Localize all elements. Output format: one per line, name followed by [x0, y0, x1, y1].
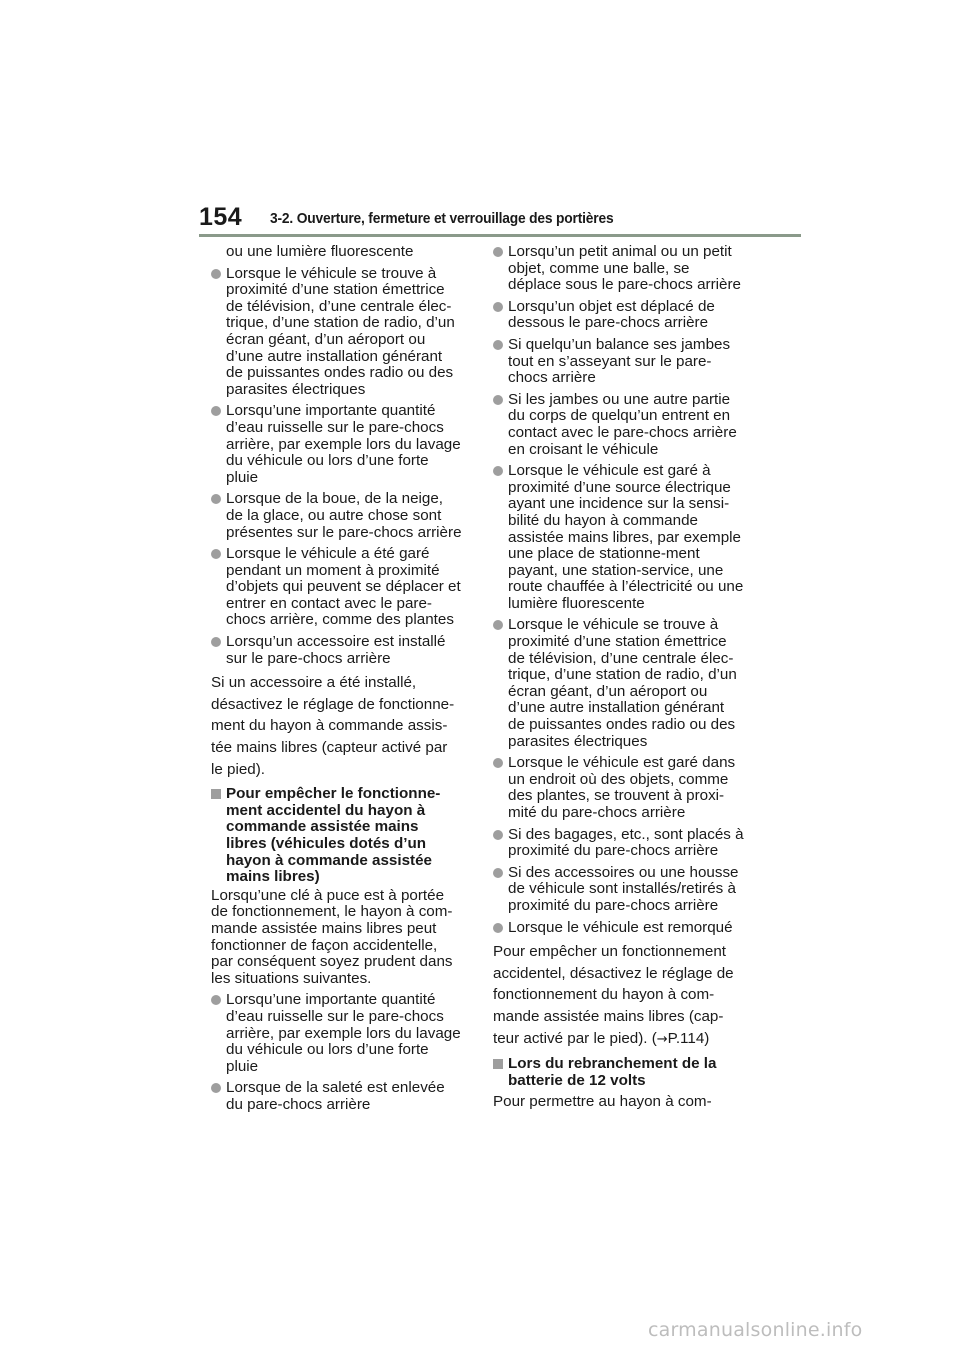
list-item: Lorsque le véhicule se trouve à proximité d’une station émettrice de télévision, d’une centrale élec-trique, d’une station de radio, d’un écran géant, d’un aéroport ou d’une autre installation générant de puissantes ondes radio ou des parasites électriques — [211, 266, 463, 399]
page-number: 154 — [199, 203, 243, 231]
list-item: Lorsque de la boue, de la neige, de la glace, ou autre chose sont présentes sur le pare-chocs arrière — [211, 491, 463, 541]
bullet-icon — [493, 340, 503, 350]
bullet-icon — [211, 269, 221, 279]
final-paragraph: Pour permettre au hayon à com- — [493, 1093, 712, 1111]
list-item: Lorsqu’une importante quantité d’eau ruisselle sur le pare-chocs arrière, par exemple lors du lavage du véhicule ou lors d’une forte pluie — [211, 992, 463, 1075]
right-column — [493, 244, 745, 1119]
bullet-icon — [493, 466, 503, 476]
bullet-icon — [493, 302, 503, 312]
list-item: Lorsqu’un accessoire est installé sur le pare-chocs arrière — [211, 634, 463, 667]
list-item: Lorsque le véhicule est garé à proximité d’une source électrique ayant une incidence sur la sensi-bilité du hayon à commande assistée mains libres, par exemple une place de stationne-ment payant, une station-service, une route chauffée à l’électricité ou une lumière fluorescente — [493, 463, 745, 612]
watermark: carmanualsonline.info — [648, 1319, 863, 1341]
list-item: Lorsqu’un petit animal ou un petit objet, comme une balle, se déplace sous le pare-chocs arrière — [493, 244, 745, 294]
page-header — [199, 200, 799, 240]
bullet-icon — [493, 395, 503, 405]
list-item: Lorsqu’une importante quantité d’eau ruisselle sur le pare-chocs arrière, par exemple lors du lavage du véhicule ou lors d’une forte pluie — [211, 403, 463, 486]
list-item: Si des bagages, etc., sont placés à proximité du pare-chocs arrière — [493, 827, 745, 860]
list-item: Lorsque de la saleté est enlevée du pare-chocs arrière — [211, 1080, 463, 1113]
bullet-icon — [211, 549, 221, 559]
list-item: Lorsque le véhicule se trouve à proximité d’une station émettrice de télévision, d’une centrale élec-trique, d’une station de radio, d’un écran géant, d’un aéroport ou d’une autre installation générant de puissantes ondes radio ou des parasites électriques — [493, 617, 745, 750]
list-item: Si les jambes ou une autre partie du corps de quelqu’un entrent en contact avec le pare-chocs arrière en croisant le véhicule — [493, 392, 745, 458]
bullet-icon — [211, 637, 221, 647]
list-item: Lorsque le véhicule est garé dans un endroit où des objets, comme des plantes, se trouvent à proxi-mité du pare-chocs arrière — [493, 755, 745, 821]
bullet-icon — [211, 494, 221, 504]
page-reference-link[interactable]: P.114 — [667, 1029, 705, 1047]
bullet-icon — [211, 995, 221, 1005]
bullet-icon — [211, 1083, 221, 1093]
bullet-icon — [493, 247, 503, 257]
bullet-icon — [493, 830, 503, 840]
bullet-icon — [493, 758, 503, 768]
list-item: Si quelqu’un balance ses jambes tout en s’asseyant sur le pare-chocs arrière — [493, 337, 745, 387]
section-title: 3-2. Ouverture, fermeture et verrouillage des portières — [270, 210, 614, 227]
square-bullet-icon — [493, 1059, 503, 1069]
continuation-text: ou une lumière fluorescente — [226, 243, 414, 260]
list-item: Lorsque le véhicule est remorqué — [493, 920, 745, 937]
prevent-note: Pour empêcher un fonctionnement accidentel, désactivez le réglage de fonctionnement du hayon à com-mande assistée mains libres (cap-teur activé par le pied). (→P.114) — [493, 943, 734, 1047]
square-bullet-icon — [211, 789, 221, 799]
accessory-note: Si un accessoire a été installé, désactivez le réglage de fonctionne-ment du hayon à commande assis-tée mains libres (capteur activé par le pied). — [211, 674, 455, 778]
bullet-icon — [493, 868, 503, 878]
intro-paragraph: Lorsqu’une clé à puce est à portée de fonctionnement, le hayon à com-mande assistée mains libres peut fonctionner de façon accidentelle, par conséquent soyez prudent dans les situations suivantes. — [211, 886, 453, 987]
bullet-icon — [493, 620, 503, 630]
list-item: Lorsque le véhicule a été garé pendant un moment à proximité d’objets qui peuvent se déplacer et entrer en contact avec le pare-chocs arrière, comme des plantes — [211, 546, 463, 629]
subheading: Pour empêcher le fonctionne-ment accidentel du hayon à commande assistée mains libres (véhicules dotés d’un hayon à commande assistée mains libres) — [211, 786, 463, 886]
list-item: Lorsqu’un objet est déplacé de dessous le pare-chocs arrière — [493, 299, 745, 332]
subheading: Lors du rebranchement de la batterie de 12 volts — [493, 1056, 745, 1089]
left-column — [211, 244, 463, 1119]
header-rule — [199, 234, 801, 237]
bullet-icon — [211, 406, 221, 416]
bullet-icon — [493, 923, 503, 933]
arrow-right-icon: → — [656, 1031, 668, 1047]
list-item: Si des accessoires ou une housse de véhicule sont installés/retirés à proximité du pare-chocs arrière — [493, 865, 745, 915]
